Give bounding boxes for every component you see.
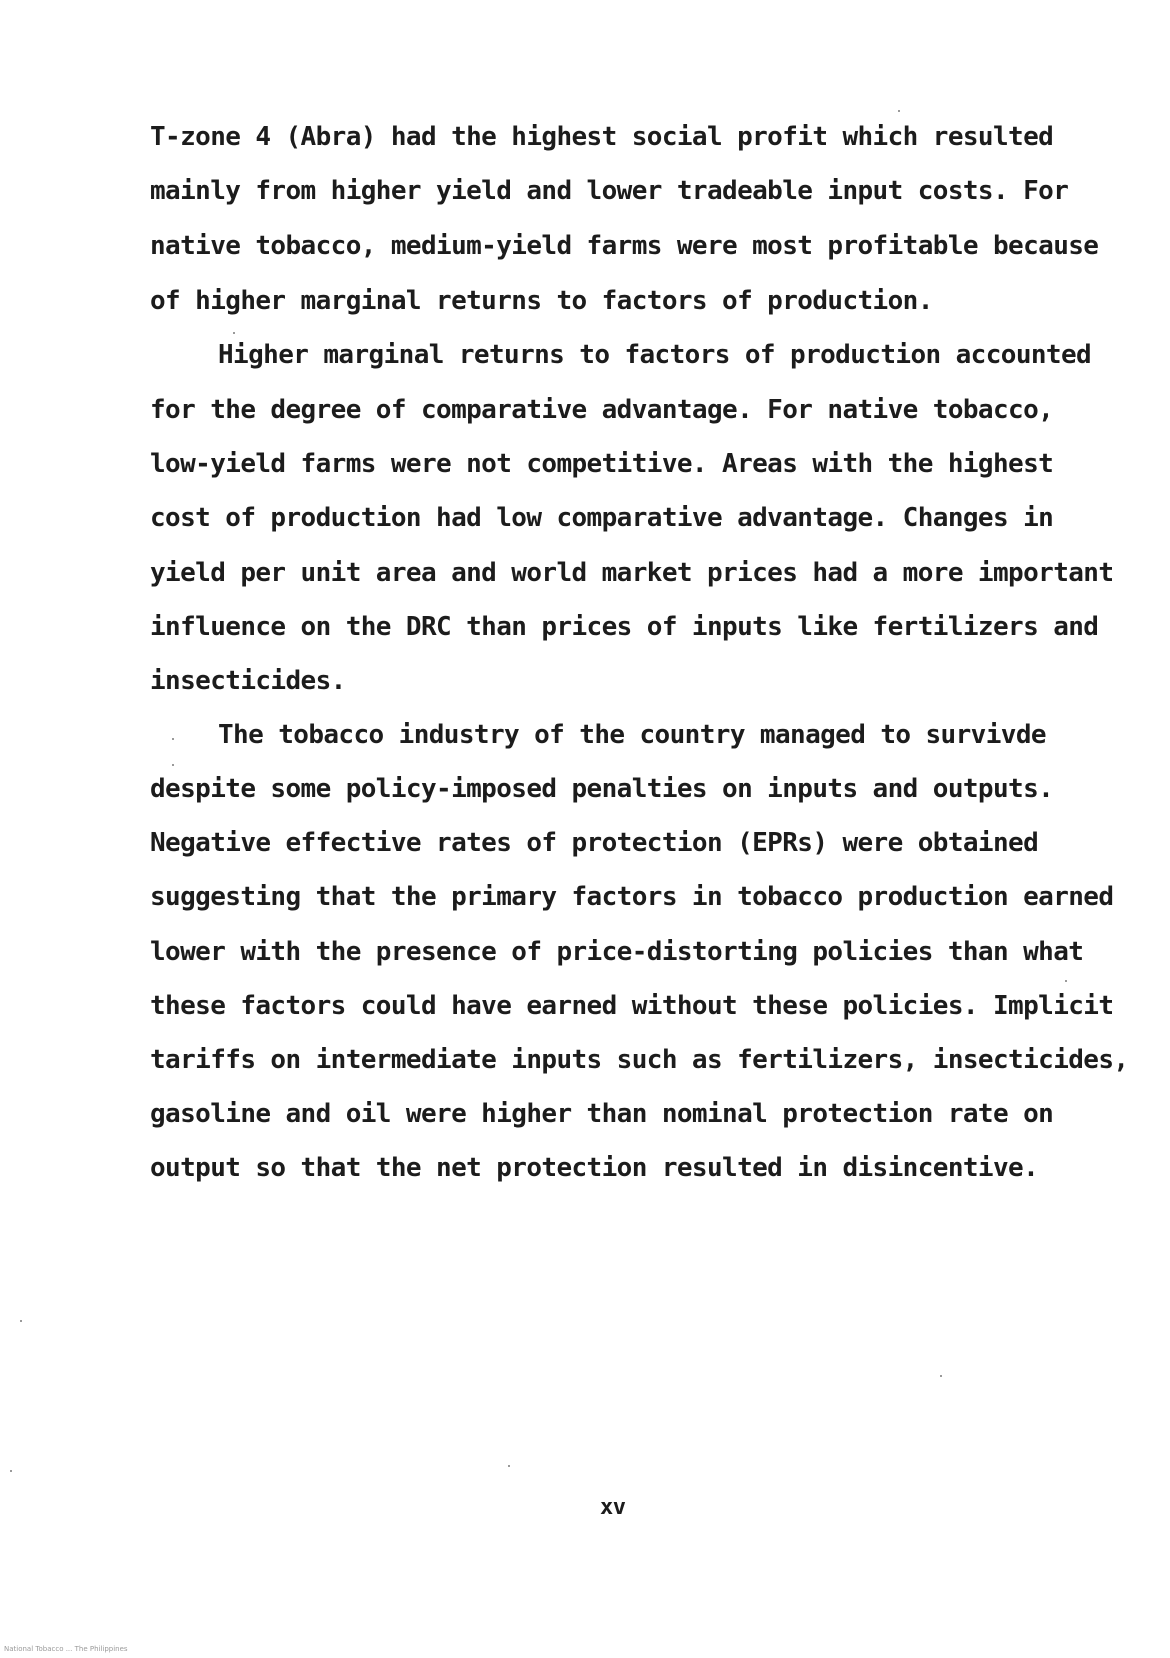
paragraph-2-line-3: low-yield farms were not competitive. Areas with the highest <box>150 449 1054 479</box>
paragraph-2-line-5: yield per unit area and world market prices had a more important <box>150 558 1114 588</box>
paragraph-1-line-3: native tobacco, medium-yield farms were most profitable because <box>150 231 1099 261</box>
scan-speck <box>1065 980 1067 982</box>
paragraph-3-line-8: gasoline and oil were higher than nominal protection rate on <box>150 1099 1054 1129</box>
scan-speck <box>508 1465 510 1467</box>
paragraph-3-line-9: output so that the net protection resulted in disincentive. <box>150 1153 1039 1183</box>
paragraph-2-line-6: influence on the DRC than prices of inputs like fertilizers and <box>150 612 1099 642</box>
page-number: xv <box>600 1495 626 1520</box>
scan-footer-note: National Tobacco ... The Philippines <box>4 1645 128 1653</box>
paragraph-2-line-2: for the degree of comparative advantage. For native tobacco, <box>150 395 1054 425</box>
scan-speck <box>233 332 235 334</box>
scan-speck <box>20 1320 22 1322</box>
scan-speck <box>898 110 900 112</box>
paragraph-3-line-2: despite some policy-imposed penalties on inputs and outputs. <box>150 774 1054 804</box>
paragraph-2-line-1: Higher marginal returns to factors of production accounted <box>218 340 1092 370</box>
paragraph-1-line-4: of higher marginal returns to factors of production. <box>150 286 933 316</box>
paragraph-3-line-5: lower with the presence of price-distorting policies than what <box>150 937 1084 967</box>
paragraph-3-line-1: The tobacco industry of the country managed to survivde <box>218 720 1046 750</box>
paragraph-2-line-7: insecticides. <box>150 666 346 696</box>
scan-speck <box>940 1375 942 1377</box>
scan-speck <box>172 764 174 766</box>
paragraph-1-line-1: T-zone 4 (Abra) had the highest social profit which resulted <box>150 122 1054 152</box>
paragraph-3-line-4: suggesting that the primary factors in tobacco production earned <box>150 882 1114 912</box>
paragraph-3-line-7: tariffs on intermediate inputs such as fertilizers, insecticides, <box>150 1045 1129 1075</box>
scan-speck <box>172 738 174 740</box>
scan-speck <box>10 1470 12 1472</box>
paragraph-3-line-3: Negative effective rates of protection (EPRs) were obtained <box>150 828 1039 858</box>
paragraph-3-line-6: these factors could have earned without these policies. Implicit <box>150 991 1114 1021</box>
paragraph-2-line-4: cost of production had low comparative advantage. Changes in <box>150 503 1054 533</box>
paragraph-1-line-2: mainly from higher yield and lower tradeable input costs. For <box>150 176 1069 206</box>
